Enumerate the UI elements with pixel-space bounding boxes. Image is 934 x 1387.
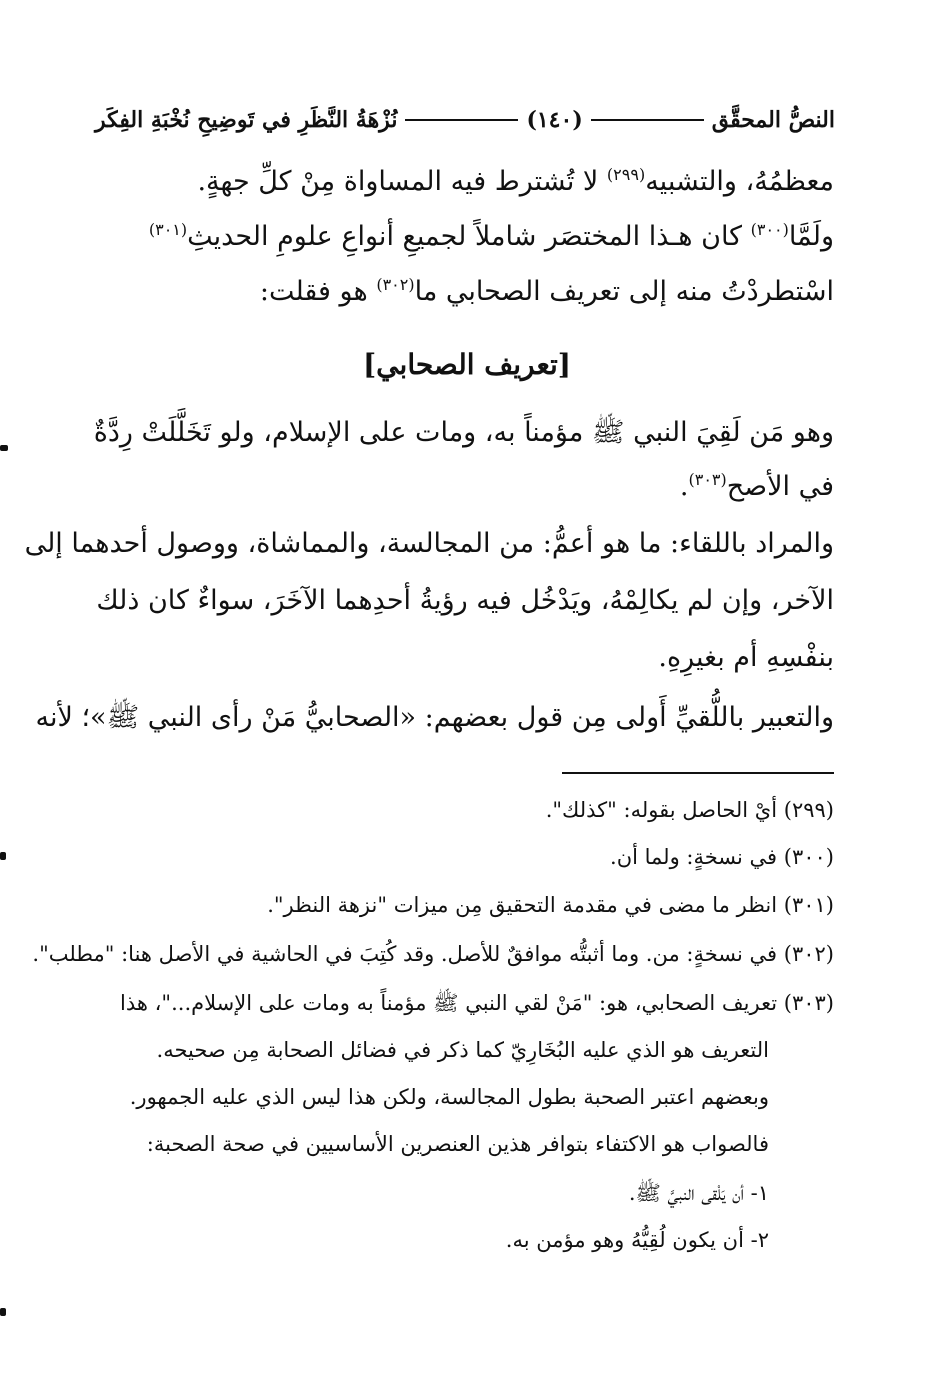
footnote-303-line-6: ٢- أن يكون لُقِيُّهُ وهو مؤمن به.	[505, 1228, 769, 1252]
header-rule-left	[405, 119, 518, 121]
intro-text-1b: لا تُشترط فيه المساواة مِنْ كلِّ جهةٍ.	[197, 166, 607, 197]
footnote-ref-300: (٣٠٠)	[750, 220, 789, 239]
definition-line-2	[680, 470, 834, 502]
header-left-title: نُزْهَةُ النَّظَرِ في تَوضِيحِ نُخْبَةِ الفِكَر	[95, 107, 398, 133]
intro-line-1	[197, 165, 834, 197]
footnote-299: (٢٩٩) أيْ الحاصل بقوله: "كذلك".	[545, 798, 834, 822]
intro-text-3a: اسْتطردْتُ منه إلى تعريف الصحابي ما	[414, 276, 834, 307]
meeting-line-1: والمراد باللقاء: ما هو أعمُّ: من المجالسة، والمماشاة، ووصول أحدهما إلى	[24, 528, 834, 559]
footnote-301: (٣٠١) انظر ما مضى في مقدمة التحقيق مِن ميزات "نزهة النظر".	[267, 893, 834, 917]
footnote-303: (٣٠٣) تعريف الصحابي، هو: "مَنْ لقي النبي ﷺ مؤمناً به ومات على الإسلام..."، هذا	[120, 991, 834, 1015]
scan-mark-3	[0, 1308, 6, 1316]
intro-text-3b: هو فقلت:	[259, 276, 377, 307]
footnote-divider	[562, 772, 834, 774]
meeting-line-2: الآخر، وإن لم يكالِمْهُ، ويَدْخُل فيه رؤيةُ أحدِهما الآخَرَ، سواءٌ كان ذلك	[96, 585, 834, 616]
footnote-ref-299: (٢٩٩)	[606, 165, 646, 184]
definition-text-2b: .	[679, 471, 689, 502]
header-rule-right	[591, 119, 704, 121]
scan-mark-1	[0, 445, 8, 451]
intro-line-2	[149, 220, 834, 252]
footnote-ref-301: (٣٠١)	[148, 220, 188, 239]
intro-text-1a: معظمُهُ، والتشبيه	[645, 166, 834, 197]
definition-text-2a: في الأصح	[726, 471, 834, 502]
running-header	[95, 100, 835, 140]
meeting-line-3: بنفْسِهِ أم بغيرِهِ.	[658, 642, 834, 673]
expression-line-1: والتعبير باللُّقيِّ أَولى مِن قول بعضهم: «الصحابيُّ مَنْ رأى النبي ﷺ»؛ لأنه	[35, 702, 834, 733]
page-number: (١٤٠)	[526, 107, 583, 133]
intro-text-2a: ولَمَّا	[788, 221, 834, 252]
header-right-title: النصُّ المحقَّق	[711, 107, 835, 133]
footnote-ref-303: (٣٠٣)	[688, 470, 727, 489]
footnote-303-line-4: فالصواب هو الاكتفاء بتوافر هذين العنصرين الأساسيين في صحة الصحبة:	[146, 1132, 769, 1156]
footnote-303-line-3: وبعضهم اعتبر الصحبة بطول المجالسة، ولكن هذا ليس الذي عليه الجمهور.	[129, 1085, 769, 1109]
footnote-303-line-5: ١- أن يَلْقى النبيَّ ﷺ.	[628, 1181, 769, 1205]
scan-mark-2	[0, 852, 6, 860]
footnote-300: (٣٠٠) في نسخةٍ: ولما أن.	[610, 845, 834, 869]
footnote-302: (٣٠٢) في نسخةٍ: من. وما أثبتُّه موافقٌ للأصل. وقد كُتِبَ في الحاشية في الأصل هنا: "مطلب".	[32, 942, 834, 966]
definition-line-1: وهو مَن لَقِيَ النبي ﷺ مؤمناً به، ومات على الإسلام، ولو تَخَلَّلَتْ رِدَّةٌ	[93, 417, 834, 448]
intro-text-2b: كان هـذا المختصَر شاملاً لجميعِ أنواعِ علومِ الحديثِ	[187, 221, 751, 252]
footnote-ref-302: (٣٠٢)	[376, 275, 415, 294]
intro-line-3	[260, 275, 834, 307]
section-title: [تعريف الصحابي]	[362, 348, 572, 381]
footnote-303-line-2: التعريف هو الذي عليه البُخَارِيّ كما ذكر في فضائل الصحابة مِن صحيحه.	[156, 1038, 769, 1062]
